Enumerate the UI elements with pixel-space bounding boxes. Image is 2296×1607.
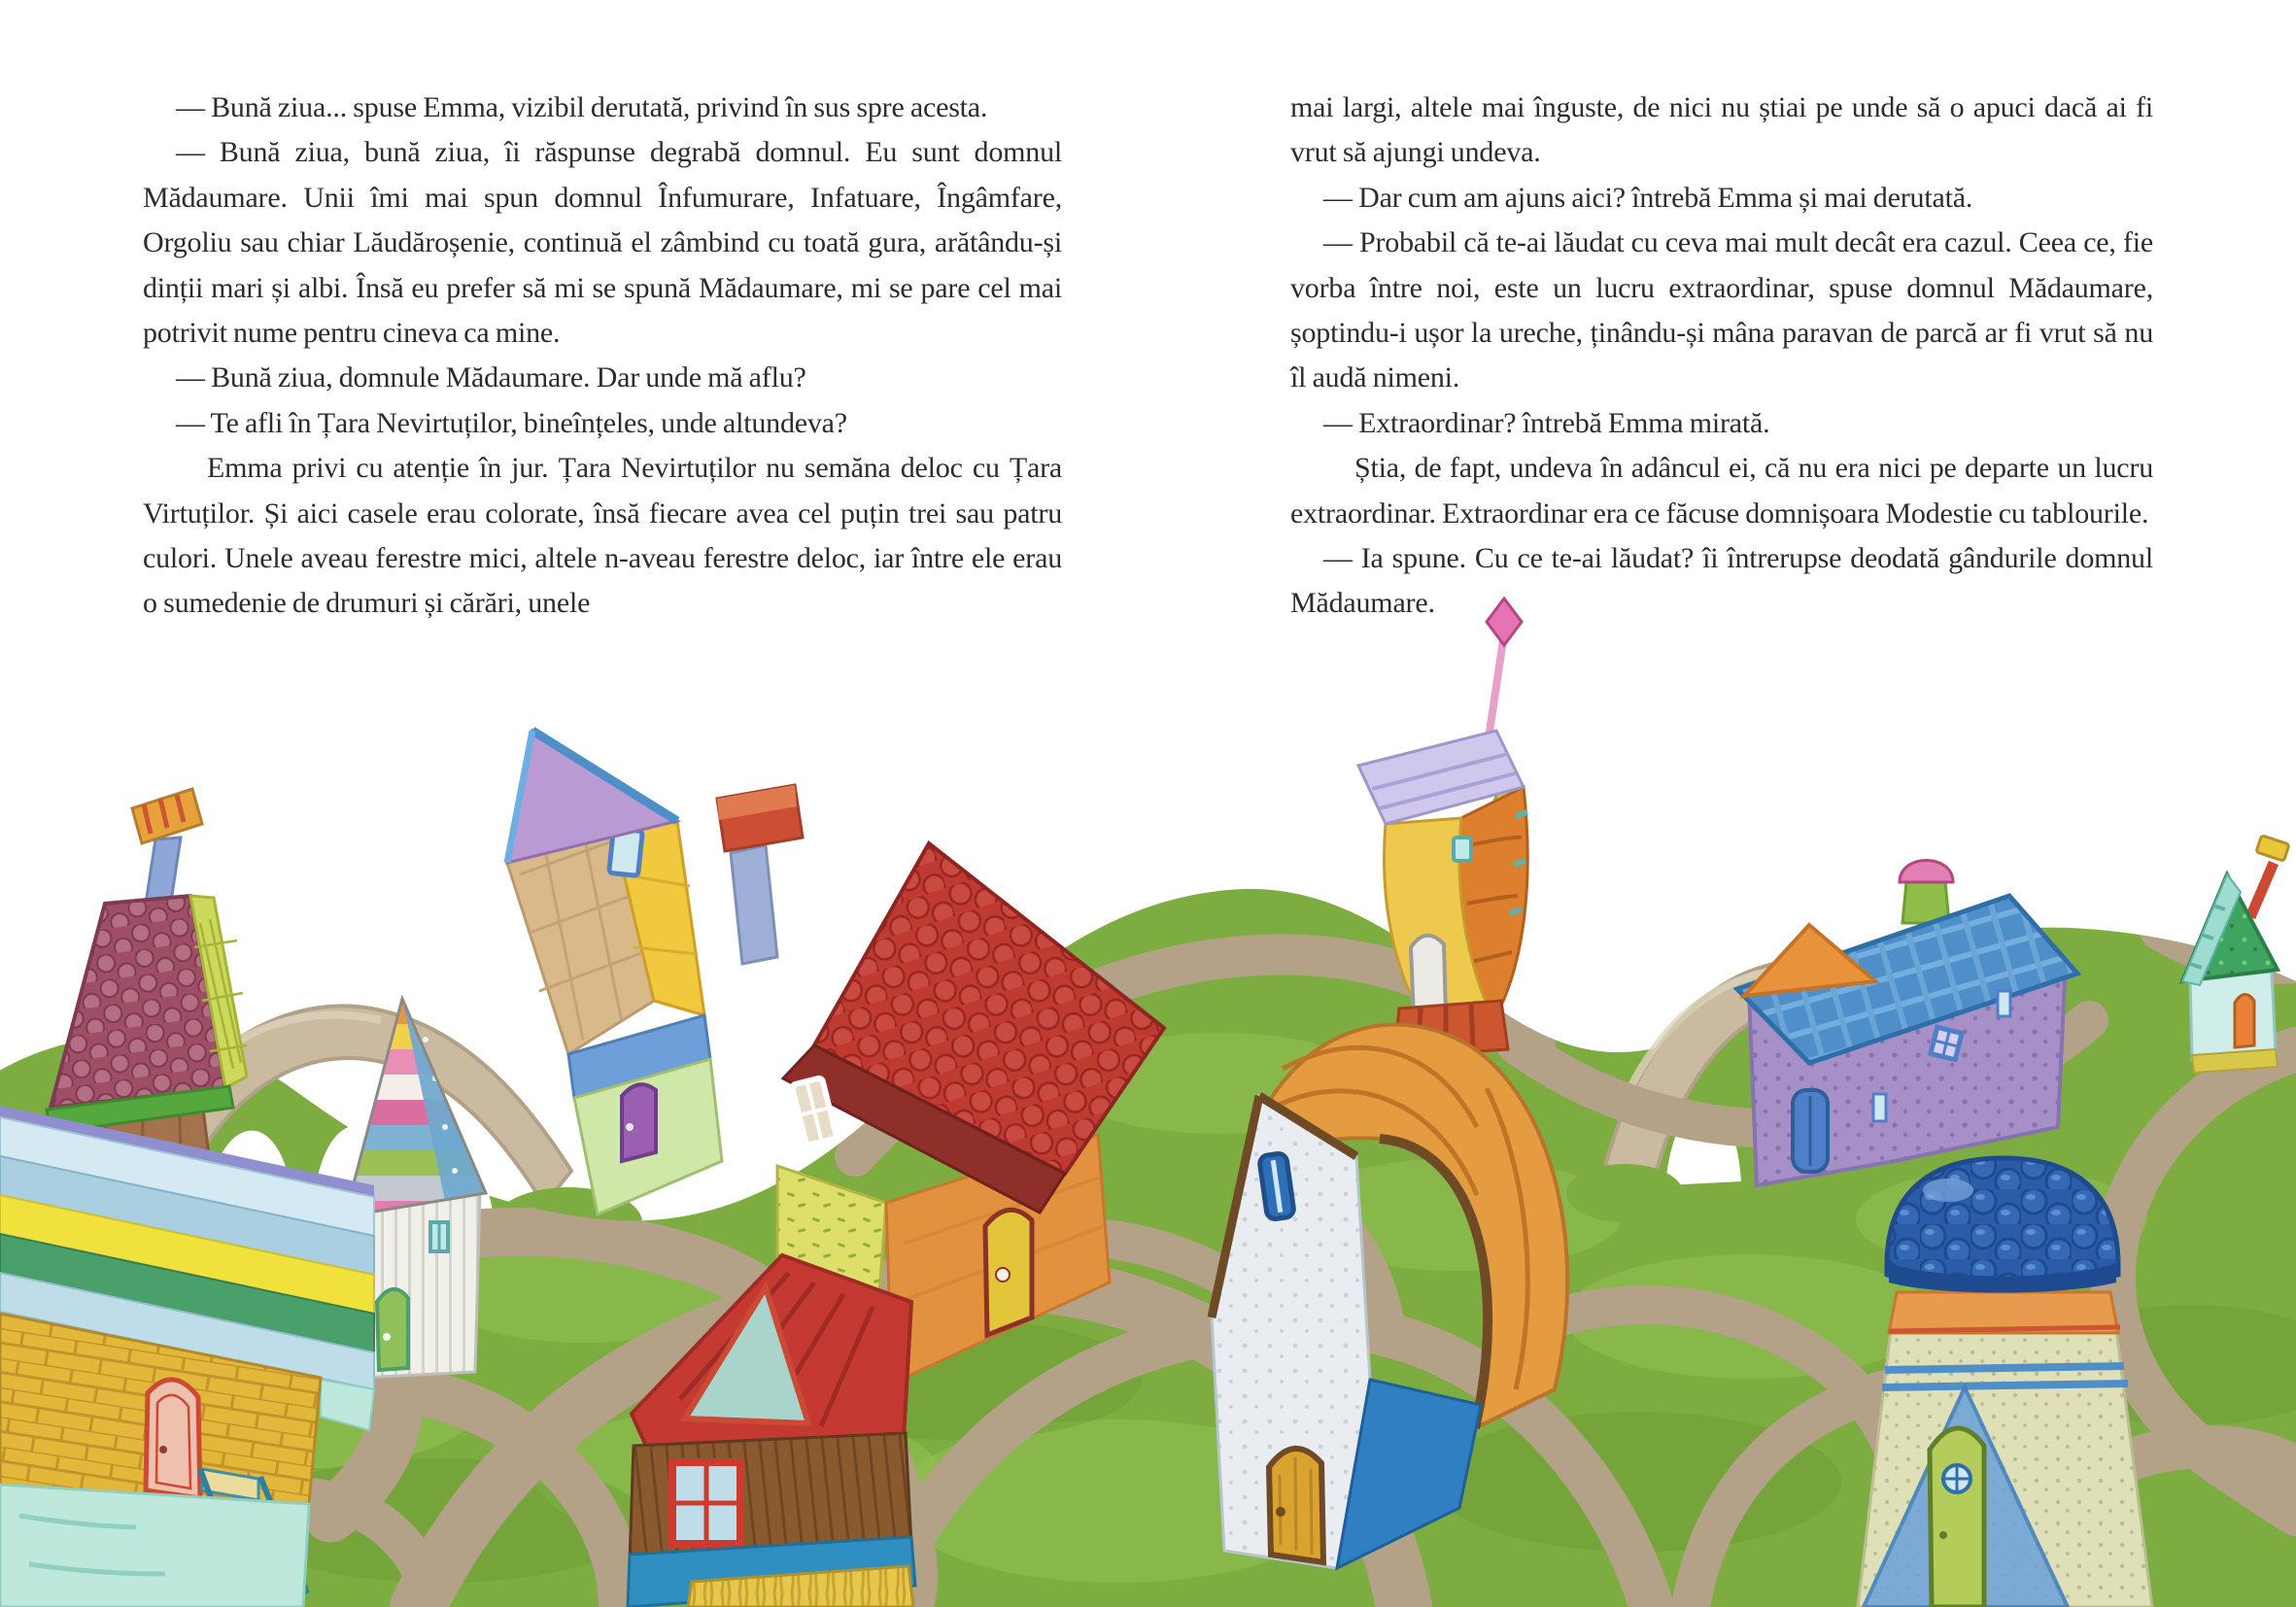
paragraph: — Ia spune. Cu ce te-ai lăudat? îi întrerupse deodată gândurile domnul Mădaumare. bbox=[1290, 542, 2153, 620]
paragraph: Emma privi cu atenție în jur. Țara Nevirtuților nu semăna deloc cu Țara Virtuților. Și aici casele erau colorate, însă fiecare avea cel puțin trei sau patru culori. Unele aveau ferestre mici, altele n-aveau ferestre deloc, iar între ele erau o sumedenie de drumuri și cărări, unele bbox=[143, 452, 1062, 620]
paragraph: — Bună ziua, bună ziua, îi răspunse degrabă domnul. Eu sunt domnul Mădaumare. Unii îmi mai spun domnul Înfumurare, Infatuare, Îngâmfare, Orgoliu sau chiar Lăudăroșenie, continuă el zâmbind cu toată gura, arătându-și dinții mari și albi. Însă eu prefer să mi se spună Mădaumare, mi se pare cel mai potrivit nume pentru cineva ca mine. bbox=[143, 136, 1062, 350]
left-page-text bbox=[143, 85, 1062, 627]
paragraph: — Dar cum am ajuns aici? întrebă Emma și mai derutată. bbox=[1323, 181, 1973, 214]
chimney-cap bbox=[2256, 836, 2289, 861]
paragraph: mai largi, altele mai înguste, de nici nu știai pe unde să o apuci dacă ai fi vrut să ajungi undeva. bbox=[1290, 91, 2153, 169]
paragraph: — Bună ziua, domnule Mădaumare. Dar unde mă aflu? bbox=[176, 361, 806, 394]
right-page-text bbox=[1290, 85, 2153, 627]
paragraph: — Probabil că te-ai lăudat cu ceva mai mult decât era cazul. Ceea ce, fie vorba între noi, este un lucru extraordinar, spuse domnul Mădaumare, șoptindu-i ușor la ureche, ținându-și mâna paravan de parcă ar fi vrut să nu îl audă nimeni. bbox=[1290, 226, 2153, 394]
paragraph: — Extraordinar? întrebă Emma mirată. bbox=[1323, 406, 1770, 439]
paragraph: — Bună ziua... spuse Emma, vizibil derutată, privind în sus spre acesta. bbox=[176, 91, 988, 123]
paragraph: Știa, de fapt, undeva în adâncul ei, că nu era nici pe departe un lucru extraordinar. Extraordinar era ce făcuse domnișoara Modestie cu tablourile. bbox=[1290, 452, 2153, 530]
chimney-dome bbox=[1900, 861, 1953, 883]
chimney-cap bbox=[132, 789, 202, 843]
small-teal-house bbox=[2182, 836, 2289, 1073]
paragraph: — Te afli în Țara Nevirtuților, bineînțeles, unde altundeva? bbox=[176, 406, 847, 439]
blue-scale-dome-tower bbox=[1858, 1158, 2152, 1607]
